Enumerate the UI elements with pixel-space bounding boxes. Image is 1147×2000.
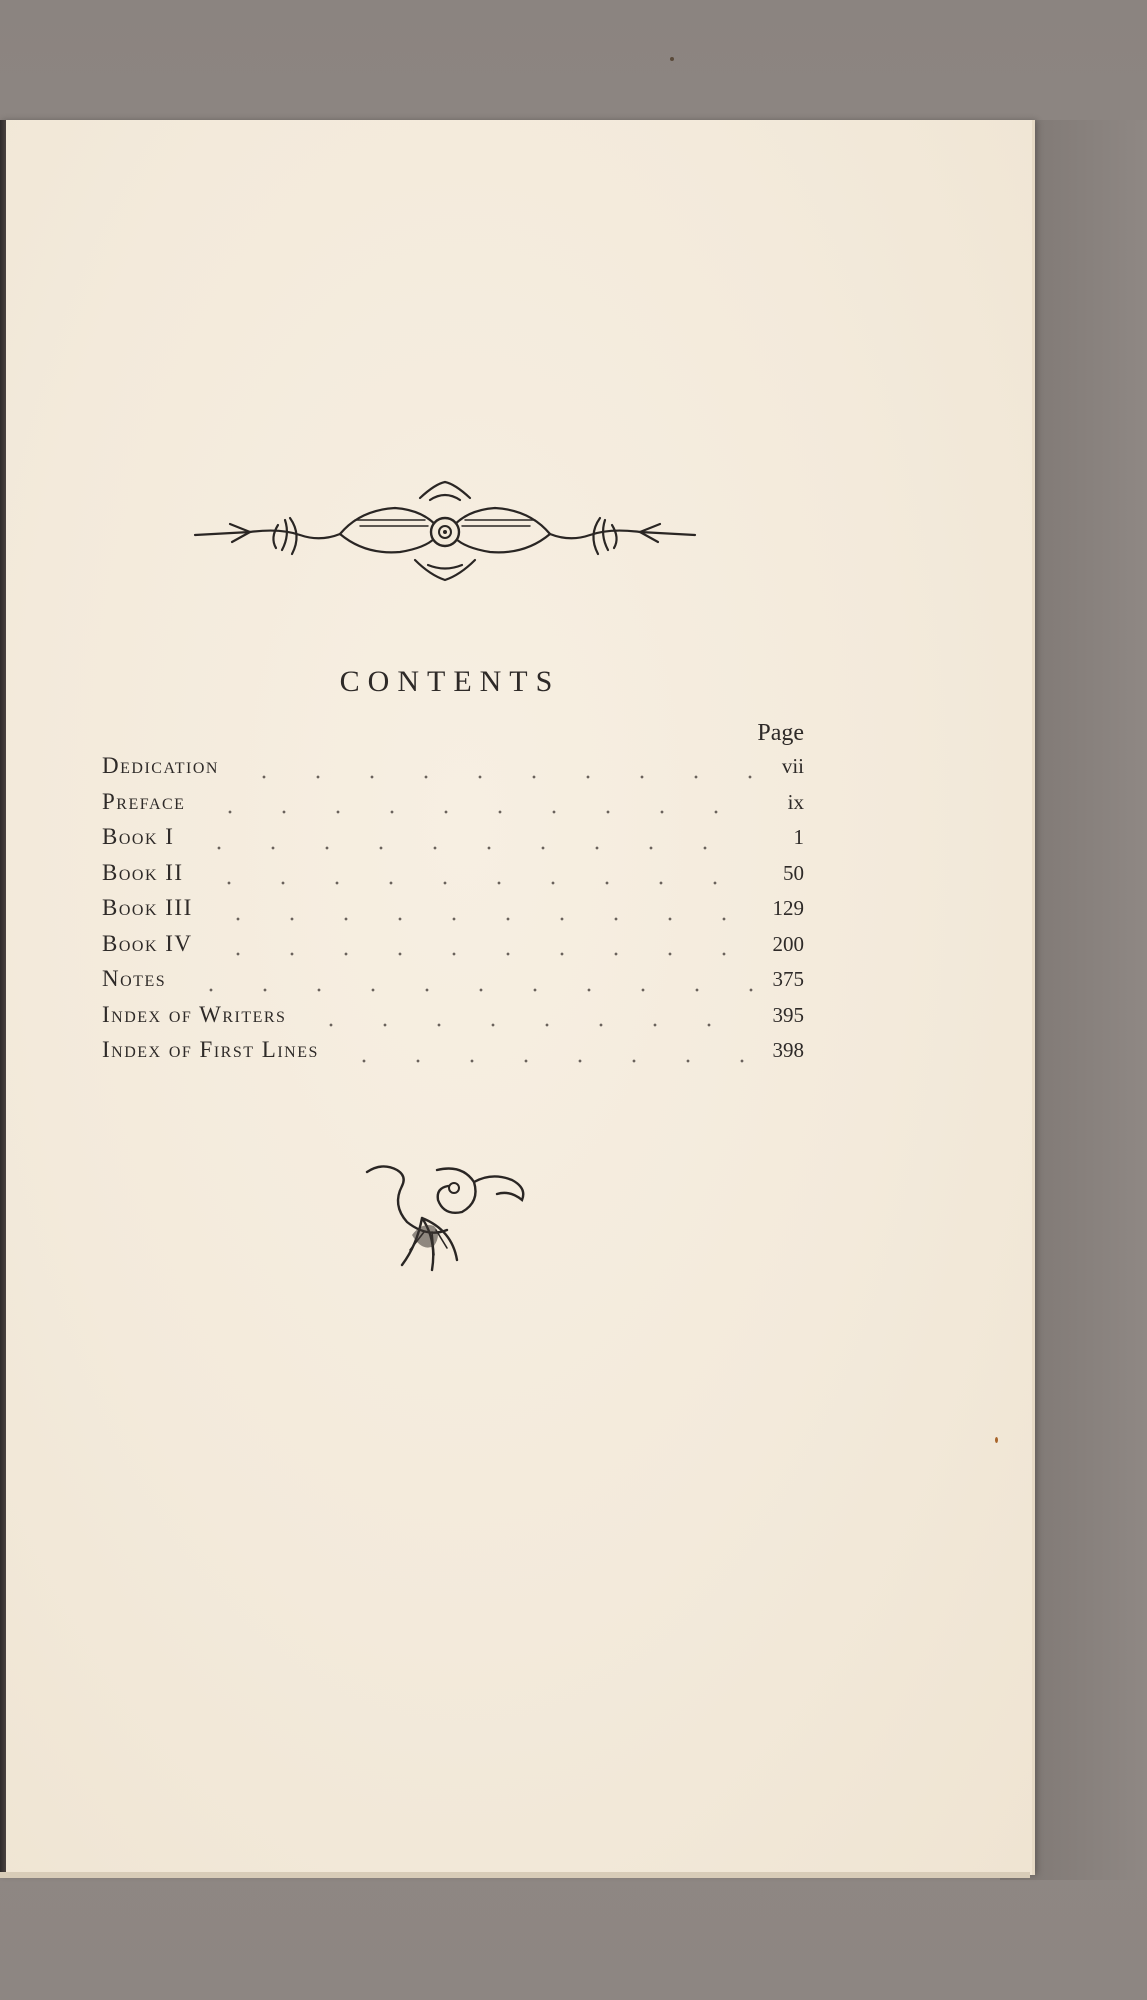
toc-label: Notes bbox=[102, 966, 167, 991]
toc-label: Index of Writers bbox=[102, 1001, 287, 1027]
dot-leader bbox=[193, 810, 756, 814]
toc-row-index-of-writers[interactable] bbox=[102, 1002, 804, 1038]
dot-leader bbox=[294, 1023, 756, 1027]
paper-speck bbox=[995, 1437, 998, 1443]
dot-leader bbox=[227, 775, 756, 779]
book-spine-edge bbox=[0, 120, 6, 1875]
dot-leader bbox=[201, 917, 756, 921]
page-title: CONTENTS bbox=[339, 665, 561, 698]
toc-label: Book III bbox=[102, 895, 193, 920]
toc-page-number: vii bbox=[781, 754, 804, 778]
toc-row-book-1[interactable] bbox=[102, 824, 804, 860]
toc-row-book-2[interactable] bbox=[102, 860, 804, 896]
toc-label: Book IV bbox=[102, 930, 193, 956]
toc-page-number: 200 bbox=[772, 931, 804, 956]
toc-row-dedication[interactable] bbox=[102, 753, 804, 789]
leaf-tailpiece-icon bbox=[362, 1160, 532, 1275]
dot-leader bbox=[201, 952, 756, 956]
page-column-label: Page bbox=[757, 720, 804, 746]
toc-page-number: 398 bbox=[772, 1038, 804, 1062]
dot-leader bbox=[182, 846, 756, 850]
toc-page-number: 50 bbox=[783, 860, 804, 885]
toc-page-number: 395 bbox=[772, 1002, 804, 1027]
dot-leader bbox=[174, 988, 756, 992]
toc-label: Preface bbox=[102, 788, 186, 814]
toc-page-number: 129 bbox=[772, 896, 804, 920]
toc-row-book-4[interactable] bbox=[102, 931, 804, 967]
toc-label: Book I bbox=[102, 824, 175, 849]
toc-row-book-3[interactable] bbox=[102, 895, 804, 931]
toc-page-number: 1 bbox=[793, 825, 804, 849]
table-of-contents bbox=[102, 753, 804, 1073]
toc-label: Book II bbox=[102, 859, 184, 885]
toc-row-notes[interactable] bbox=[102, 966, 804, 1002]
toc-page-number: ix bbox=[787, 789, 804, 814]
toc-page-number: 375 bbox=[772, 967, 804, 991]
dot-leader bbox=[192, 881, 756, 885]
toc-row-preface[interactable] bbox=[102, 789, 804, 825]
scroll-headpiece-icon bbox=[190, 480, 700, 585]
toc-row-index-of-first-lines[interactable] bbox=[102, 1037, 804, 1073]
toc-label: Dedication bbox=[102, 753, 219, 778]
dot-leader bbox=[327, 1059, 756, 1063]
page-bottom-edge bbox=[0, 1872, 1030, 1878]
paper-speck bbox=[670, 57, 674, 61]
toc-label: Index of First Lines bbox=[102, 1037, 319, 1062]
